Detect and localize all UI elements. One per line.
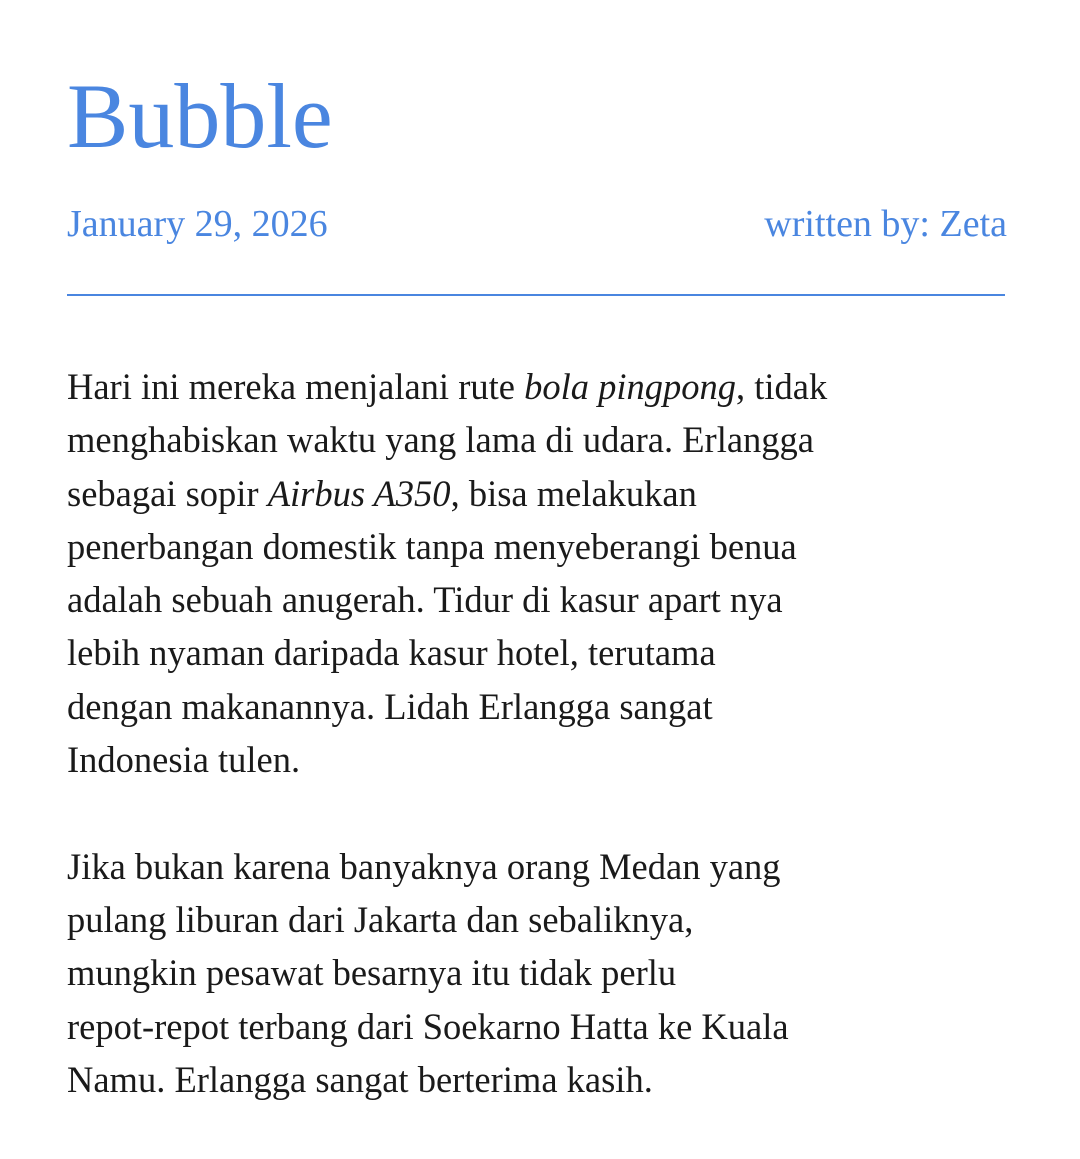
post-author: written by: Zeta [764, 203, 1007, 245]
text-line: penerbangan domestik tanpa menyeberangi benua [67, 525, 797, 567]
post-date: January 29, 2026 [67, 203, 328, 245]
post-meta [67, 204, 1007, 246]
text-line: Namu. Erlangga sangat berterima kasih. [67, 1058, 653, 1100]
paragraph [67, 840, 1017, 1106]
emphasis: bola pingpong [524, 366, 736, 407]
text-line: Jika bukan karena banyaknya orang Medan yang [67, 845, 781, 887]
text-line: lebih nyaman daripada kasur hotel, terutama [67, 632, 716, 674]
text-line: Indonesia tulen. [67, 739, 301, 781]
text-line: repot-repot terbang dari Soekarno Hatta ke Kuala [67, 1005, 789, 1047]
post-body [67, 360, 1017, 1159]
divider [67, 294, 1005, 296]
text-line: sebagai sopir Airbus A350, bisa melakukan [67, 472, 697, 514]
text-line: Hari ini mereka menjalani rute bola pingpong, tidak [67, 366, 828, 407]
text-line: adalah sebuah anugerah. Tidur di kasur apart nya [67, 579, 783, 621]
text-line: pulang liburan dari Jakarta dan sebaliknya, [67, 898, 694, 940]
text-line: dengan makanannya. Lidah Erlangga sangat [67, 685, 713, 727]
paragraph [67, 360, 1017, 786]
post-title: Bubble [67, 65, 333, 167]
text-line: mungkin pesawat besarnya itu tidak perlu [67, 952, 677, 994]
text-line: menghabiskan waktu yang lama di udara. Erlangga [67, 419, 814, 461]
emphasis: Airbus A350 [267, 472, 451, 514]
